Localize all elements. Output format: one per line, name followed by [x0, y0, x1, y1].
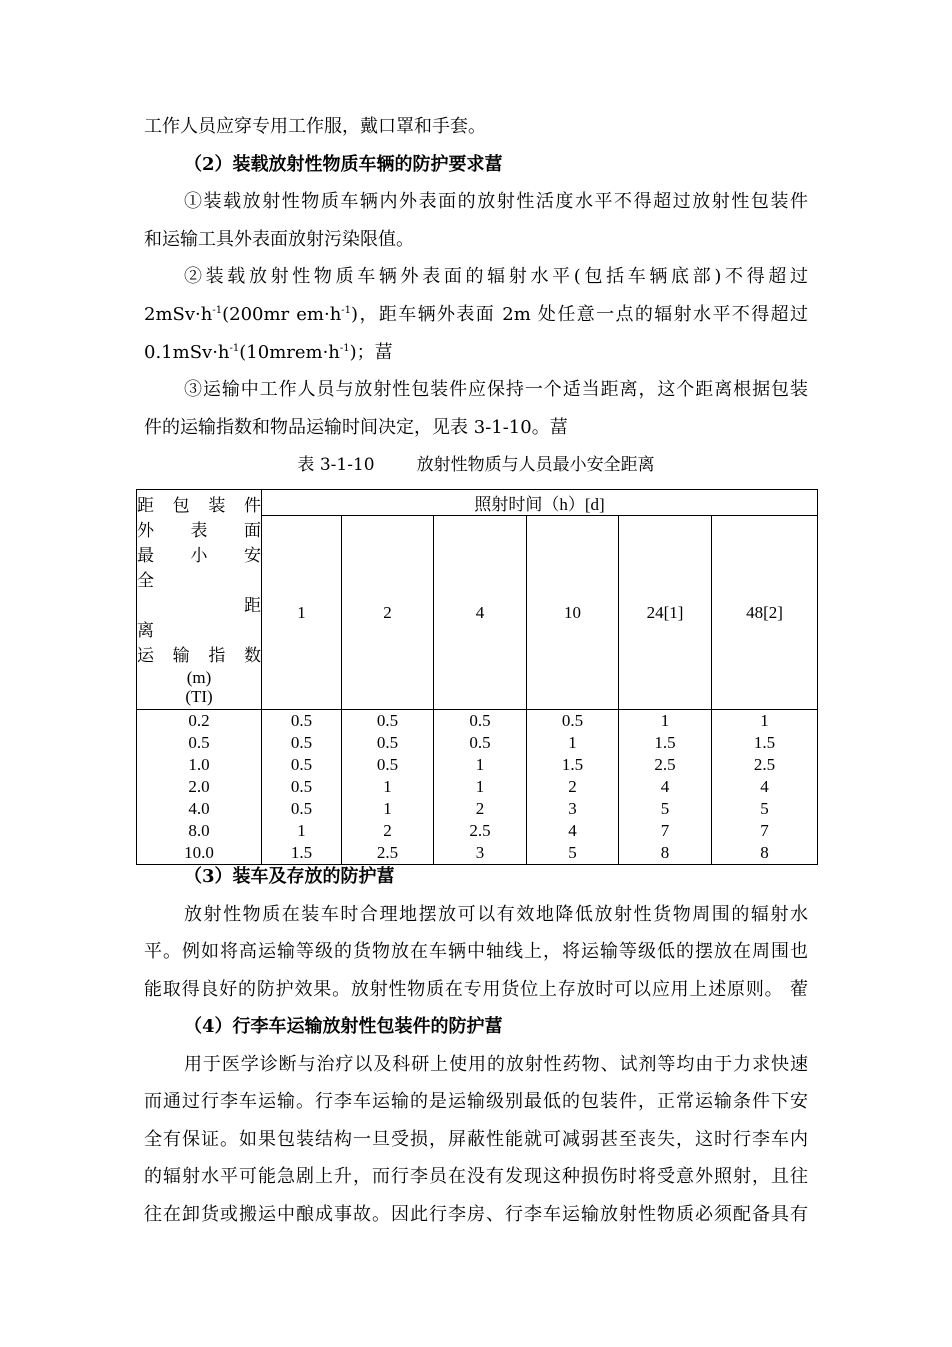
column-time-2	[342, 710, 434, 865]
header-text: 4	[475, 603, 485, 622]
text-run: (10mrem·h	[239, 342, 340, 363]
table-cell: 2.5	[753, 755, 776, 774]
table-cell: 1	[475, 777, 485, 796]
corner-line: 运输指数	[137, 646, 261, 665]
column-header	[619, 516, 712, 710]
header-text: 1	[297, 603, 306, 622]
column-time-4	[434, 710, 527, 865]
paragraph-line: 件的运输指数和物品运输时间决定，见表 3-1-10。葍	[144, 417, 568, 438]
text-run: 2mSv·h	[144, 304, 213, 325]
column-time-24	[619, 710, 712, 865]
paragraph-line: 用于医学诊断与治疗以及科研上使用的放射性药物、试剂等均由于力求快速	[184, 1054, 808, 1075]
table-cell: 8.0	[188, 821, 210, 840]
superscript: -1	[341, 305, 352, 316]
table-cell: 2.5	[469, 821, 491, 840]
column-transport-index	[137, 710, 262, 865]
table-title: 放射性物质与人员最小安全距离	[416, 455, 655, 475]
corner-line: 全	[137, 571, 154, 590]
section-heading-4: （4）行李车运输放射性包装件的防护葍	[184, 1016, 503, 1037]
table-cell: 0.5	[376, 711, 399, 730]
table-cell: 0.5	[469, 711, 491, 730]
table-cell: 1.0	[188, 755, 210, 774]
section-heading-2: （2）装载放射性物质车辆的防护要求葍	[184, 154, 503, 175]
table-cell: 0.5	[376, 755, 399, 774]
column-time-1	[262, 710, 342, 865]
header-note: [2]	[763, 603, 783, 622]
table-cell: 1	[660, 711, 670, 730]
table-cell: 0.5	[188, 733, 210, 752]
table-cell: 2	[568, 777, 577, 796]
table-cell: 0.2	[188, 711, 210, 730]
table-cell: 5	[760, 799, 769, 818]
superscript: -1	[229, 343, 240, 354]
table-cell: 1	[760, 711, 769, 730]
text-run: 0.1mSv·h	[144, 342, 230, 363]
span-header-exposure-time: 照射时间（h）[d]	[262, 490, 818, 516]
paragraph-line-with-units	[144, 341, 808, 365]
column-header	[527, 516, 619, 710]
table-cell: 3	[475, 843, 485, 862]
column-header	[712, 516, 818, 710]
table-cell: 0.5	[290, 733, 313, 752]
table-corner-header	[137, 490, 262, 710]
paragraph-line: 往在卸货或搬运中酿成事故。因此行李房、行李车运输放射性物质必须配备具有	[144, 1204, 808, 1225]
paragraph-line: 放射性物质在装车时合理地摆放可以有效地降低放射性货物周围的辐射水	[184, 904, 808, 925]
table-cell: 8	[760, 843, 769, 862]
paragraph-line: 工作人员应穿专用工作服，戴口罩和手套。	[144, 116, 486, 137]
table-cell: 5	[660, 799, 670, 818]
paragraph-line: 而通过行李车运输。行李车运输的是运输级别最低的包装件，正常运输条件下安	[144, 1091, 808, 1112]
paragraph-line: 能取得良好的防护效果。放射性物质在专用货位上存放时可以应用上述原则。 蒮	[144, 979, 808, 1000]
column-header	[262, 516, 342, 710]
table-data-row	[137, 710, 818, 865]
header-text: 10	[564, 603, 581, 622]
text-run: )，距车辆外表面 2m 处任意一点的辐射水平不得超过	[351, 304, 809, 325]
corner-line: (TI)	[185, 687, 213, 706]
text-run: (200mr em·h	[222, 304, 342, 325]
corner-line: 外表面	[137, 521, 261, 540]
column-time-10	[527, 710, 619, 865]
paragraph-line: 和运输工具外表面放射污染限值。	[144, 229, 414, 250]
corner-line: 离	[137, 621, 154, 640]
section-heading-3: （3）装车及存放的防护葍	[184, 866, 395, 887]
table-header-row	[137, 490, 818, 516]
header-text: 24	[646, 603, 664, 622]
table-cell: 0.5	[290, 755, 313, 774]
header-text: 48	[746, 603, 764, 622]
paragraph-line: ②装载放射性物质车辆外表面的辐射水平(包括车辆底部)不得超过	[184, 266, 808, 287]
table-cell: 2	[383, 821, 392, 840]
table-cell: 1	[568, 733, 577, 752]
superscript: -1	[212, 305, 223, 316]
column-header	[342, 516, 434, 710]
table-cell: 2.5	[376, 843, 399, 862]
table-cell: 4	[660, 777, 670, 796]
header-note: [1]	[663, 603, 684, 622]
safety-distance-table	[136, 489, 818, 865]
table-cell: 0.5	[290, 711, 313, 730]
table-cell: 0.5	[561, 711, 584, 730]
column-time-48	[712, 710, 818, 865]
table-cell: 1	[383, 799, 392, 818]
paragraph-line: 的辐射水平可能急剧上升，而行李员在没有发现这种损伤时将受意外照射，且往	[144, 1166, 808, 1187]
superscript: -1	[339, 343, 350, 354]
table-cell: 10.0	[184, 843, 214, 862]
header-text: 2	[383, 603, 392, 622]
table-cell: 2.5	[654, 755, 676, 774]
table-cell: 0.5	[376, 733, 399, 752]
table-cell: 8	[660, 843, 670, 862]
table-cell: 0.5	[290, 777, 313, 796]
column-header	[434, 516, 527, 710]
table-cell: 3	[568, 799, 577, 818]
paragraph-line-with-units	[144, 303, 808, 327]
table-cell: 1	[383, 777, 392, 796]
table-cell: 2	[475, 799, 485, 818]
text-run: )；葍	[349, 342, 393, 363]
table-cell: 1.5	[654, 733, 676, 752]
table-cell: 0.5	[469, 733, 491, 752]
table-cell: 2.0	[188, 777, 210, 796]
paragraph-line: ①装载放射性物质车辆内外表面的放射性活度水平不得超过放射性包装件	[184, 191, 808, 212]
paragraph-line: 全有保证。如果包装结构一旦受损，屏蔽性能就可减弱甚至丧失，这时行李车内	[144, 1129, 808, 1150]
table-number: 表 3-1-10	[297, 455, 375, 475]
table-cell: 7	[660, 821, 670, 840]
table-cell: 7	[760, 821, 769, 840]
paragraph-line: ③运输中工作人员与放射性包装件应保持一个适当距离，这个距离根据包装	[184, 379, 808, 400]
table-cell: 1.5	[290, 843, 313, 862]
table-cell: 1	[475, 755, 485, 774]
table-cell: 1.5	[561, 755, 584, 774]
corner-line: 距	[244, 596, 261, 615]
table-cell: 4	[568, 821, 577, 840]
corner-line: 最小安	[137, 546, 261, 565]
corner-line: 距包装件	[137, 496, 261, 515]
paragraph-line: 平。例如将高运输等级的货物放在车辆中轴线上，将运输等级低的摆放在周围也	[144, 941, 808, 962]
table-cell: 1.5	[753, 733, 776, 752]
corner-line: (m)	[186, 668, 212, 687]
table-cell: 5	[568, 843, 577, 862]
table-cell: 4.0	[188, 799, 210, 818]
table-cell: 4	[760, 777, 769, 796]
table-cell: 1	[297, 821, 306, 840]
table-caption	[144, 454, 808, 476]
table-cell: 0.5	[290, 799, 313, 818]
